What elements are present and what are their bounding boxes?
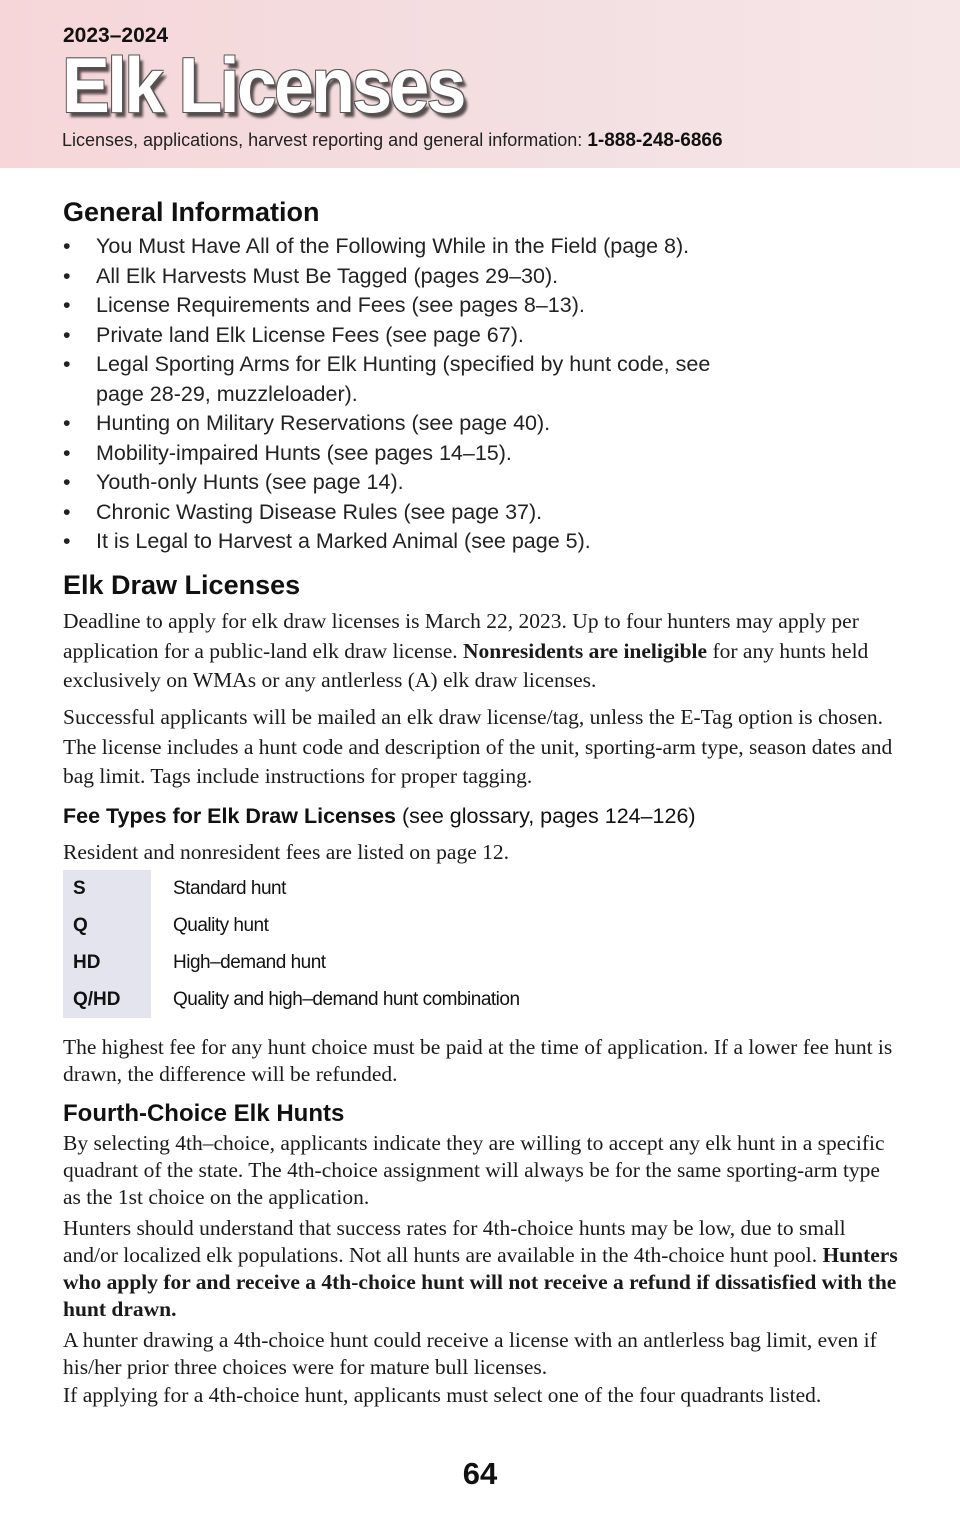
list-item: • You Must Have All of the Following While in the Field (page 8). [63,232,923,262]
fee-description: High–demand hunt [173,951,326,973]
fee-code: HD [63,944,151,981]
contact-label: Licenses, applications, harvest reporting and general information: [62,130,583,150]
table-row [63,870,520,907]
draw-p1-bold: Nonresidents are ineligible [463,638,708,663]
fourth-paragraph-3: A hunter drawing a 4th-choice hunt could receive a license with an antlerless bag limit, even if his/her prior three choices were for mature bull licenses. [63,1328,877,1379]
fourth-p2-bold: Hunters who apply for and receive a 4th-choice hunt will not receive a refund if dissatisfied with the hunt drawn. [63,1243,898,1321]
page-header [0,0,960,168]
general-info-list [63,232,923,557]
page-title: Elk Licenses [62,41,464,129]
fee-description: Quality hunt [173,914,269,936]
phone-number: 1-888-248-6866 [587,130,723,151]
draw-paragraph-1 [63,607,903,696]
fourth-paragraph-2 [63,1215,903,1323]
list-item: • All Elk Harvests Must Be Tagged (pages 29–30). [63,262,923,292]
fee-description: Standard hunt [173,877,286,899]
fourth-paragraph-1: By selecting 4th–choice, applicants indicate they are willing to accept any elk hunt in a specific quadrant of the state. The 4th-choice assignment will always be for the same sporting-arm type as the 1st choice on the application. [63,1131,885,1209]
fee-description: Quality and high–demand hunt combination [173,988,520,1010]
list-item: • Chronic Wasting Disease Rules (see page 37). [63,498,923,528]
list-item: • Private land Elk License Fees (see page 67). [63,321,923,351]
draw-p1-end: for any hunts held exclusively on WMAs or any antlerless (A) elk draw licenses. [63,638,869,692]
table-row [63,944,520,981]
list-item: • Hunting on Military Reservations (see page 40). [63,409,923,439]
contact-line [62,130,723,152]
draw-p1-start: Deadline to apply for elk draw licenses is March 22, 2023. Up to four hunters may apply per application for a public-land elk draw license. [63,609,859,663]
page-number: 64 [462,1456,498,1491]
fee-refund-paragraph: The highest fee for any hunt choice must be paid at the time of application. If a lower fee hunt is drawn, the difference will be refunded. [63,1035,893,1086]
fee-code: S [63,870,151,907]
draw-licenses-heading: Elk Draw Licenses [63,570,301,600]
list-item: • Youth-only Hunts (see page 14). [63,468,923,498]
table-row [63,981,520,1018]
list-item: • License Requirements and Fees (see pages 8–13). [63,291,923,321]
list-item: • Legal Sporting Arms for Elk Hunting (specified by hunt code, see page 28-29, muzzleloader). [63,350,756,409]
list-item: • Mobility-impaired Hunts (see pages 14–15). [63,439,923,469]
fee-code: Q/HD [63,981,151,1018]
fee-types-heading [63,804,696,829]
table-row [63,907,520,944]
fourth-paragraph-4: If applying for a 4th-choice hunt, applicants must select one of the four quadrants listed. [63,1383,822,1407]
fourth-choice-heading: Fourth-Choice Elk Hunts [63,1100,345,1127]
general-info-heading: General Information [63,197,320,227]
fee-types-table [63,870,520,1018]
fee-heading-rest: (see glossary, pages 124–126) [396,804,696,828]
fee-note: Resident and nonresident fees are listed on page 12. [63,840,509,864]
year-label: 2023–2024 [63,24,169,47]
fee-code: Q [63,907,151,944]
fourth-p2-start: Hunters should understand that success rates for 4th-choice hunts may be low, due to small and/or localized elk populations. Not all hunts are available in the 4th-choice hunt pool. [63,1216,846,1267]
fee-heading-bold: Fee Types for Elk Draw Licenses [63,804,396,828]
list-item: • It is Legal to Harvest a Marked Animal (see page 5). [63,527,923,557]
draw-paragraph-2: Successful applicants will be mailed an elk draw license/tag, unless the E-Tag option is chosen. The license includes a hunt code and description of the unit, sporting-arm type, season dates and bag limit. Tags include instructions for proper tagging. [63,705,893,788]
